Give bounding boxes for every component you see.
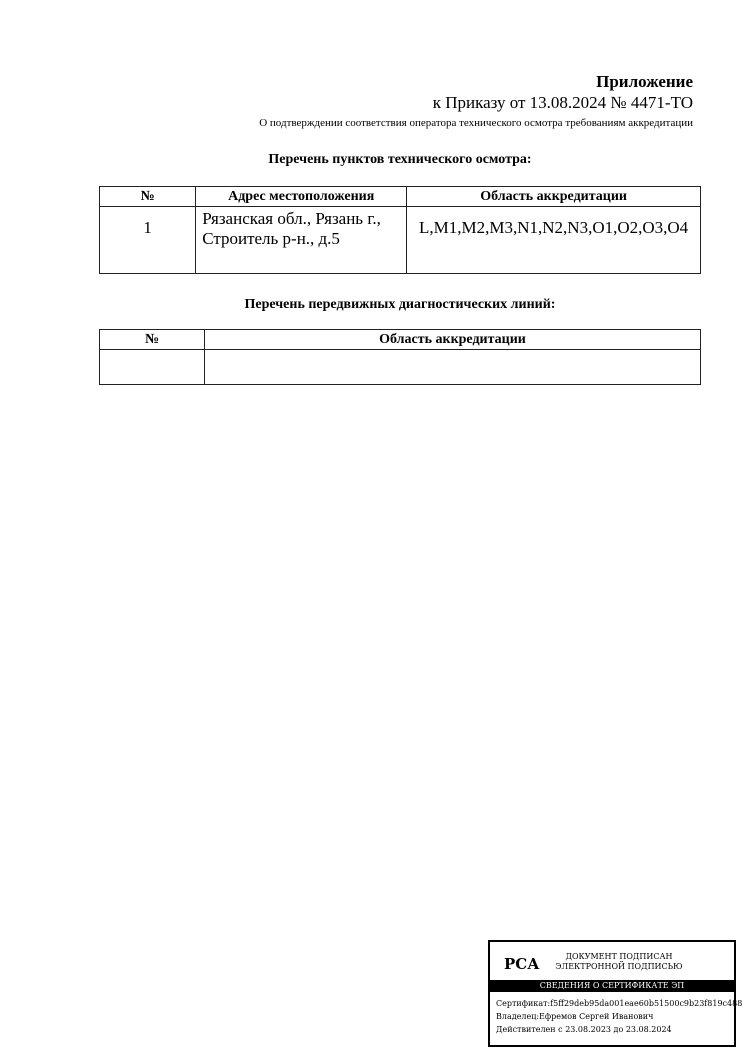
table-header-row [100, 330, 701, 350]
section-title-inspection-points: Перечень пунктов технического осмотра: [268, 152, 532, 167]
column-header-scope: Область аккредитации [407, 187, 701, 207]
signed-notice-line2: ЭЛЕКТРОННОЙ ПОДПИСЬЮ [555, 962, 683, 971]
row-scope: L,M1,M2,M3,N1,N2,N3,O1,O2,O3,O4 [407, 207, 701, 274]
rsa-logo: РСА [504, 955, 540, 973]
certificate-owner: Владелец:Ефремов Сергей Иванович [496, 1012, 654, 1021]
order-reference: к Приказу от 13.08.2024 № 4471-ТО [432, 93, 693, 112]
signed-notice-line1: ДОКУМЕНТ ПОДПИСАН [565, 952, 673, 961]
certificate-info-header: СВЕДЕНИЯ О СЕРТИФИКАТЕ ЭП [490, 980, 734, 992]
row-scope [205, 350, 701, 385]
table-row [100, 207, 701, 274]
table-row [100, 350, 701, 385]
order-subject: О подтверждении соответствия оператора технического осмотра требованиям аккредитации [259, 117, 693, 129]
column-header-number: № [100, 187, 196, 207]
row-number: 1 [100, 207, 196, 274]
row-address: Рязанская обл., Рязань г., Строитель р-н., д.5 [196, 207, 407, 274]
inspection-points-table [99, 186, 701, 274]
section-title-mobile-lines: Перечень передвижных диагностических линий: [244, 297, 556, 312]
electronic-signature-stamp [488, 940, 743, 1047]
column-header-number: № [100, 330, 205, 350]
certificate-id: Сертификат:f5ff29deb95da001eae60b51500c9b23f819c488 [496, 999, 743, 1008]
column-header-address: Адрес местоположения [196, 187, 407, 207]
appendix-title: Приложение [596, 72, 693, 91]
certificate-validity: Действителен с 23.08.2023 до 23.08.2024 [496, 1025, 672, 1034]
table-header-row [100, 187, 701, 207]
mobile-lines-table [99, 329, 701, 385]
signed-notice [546, 952, 692, 972]
row-number [100, 350, 205, 385]
column-header-scope: Область аккредитации [205, 330, 701, 350]
